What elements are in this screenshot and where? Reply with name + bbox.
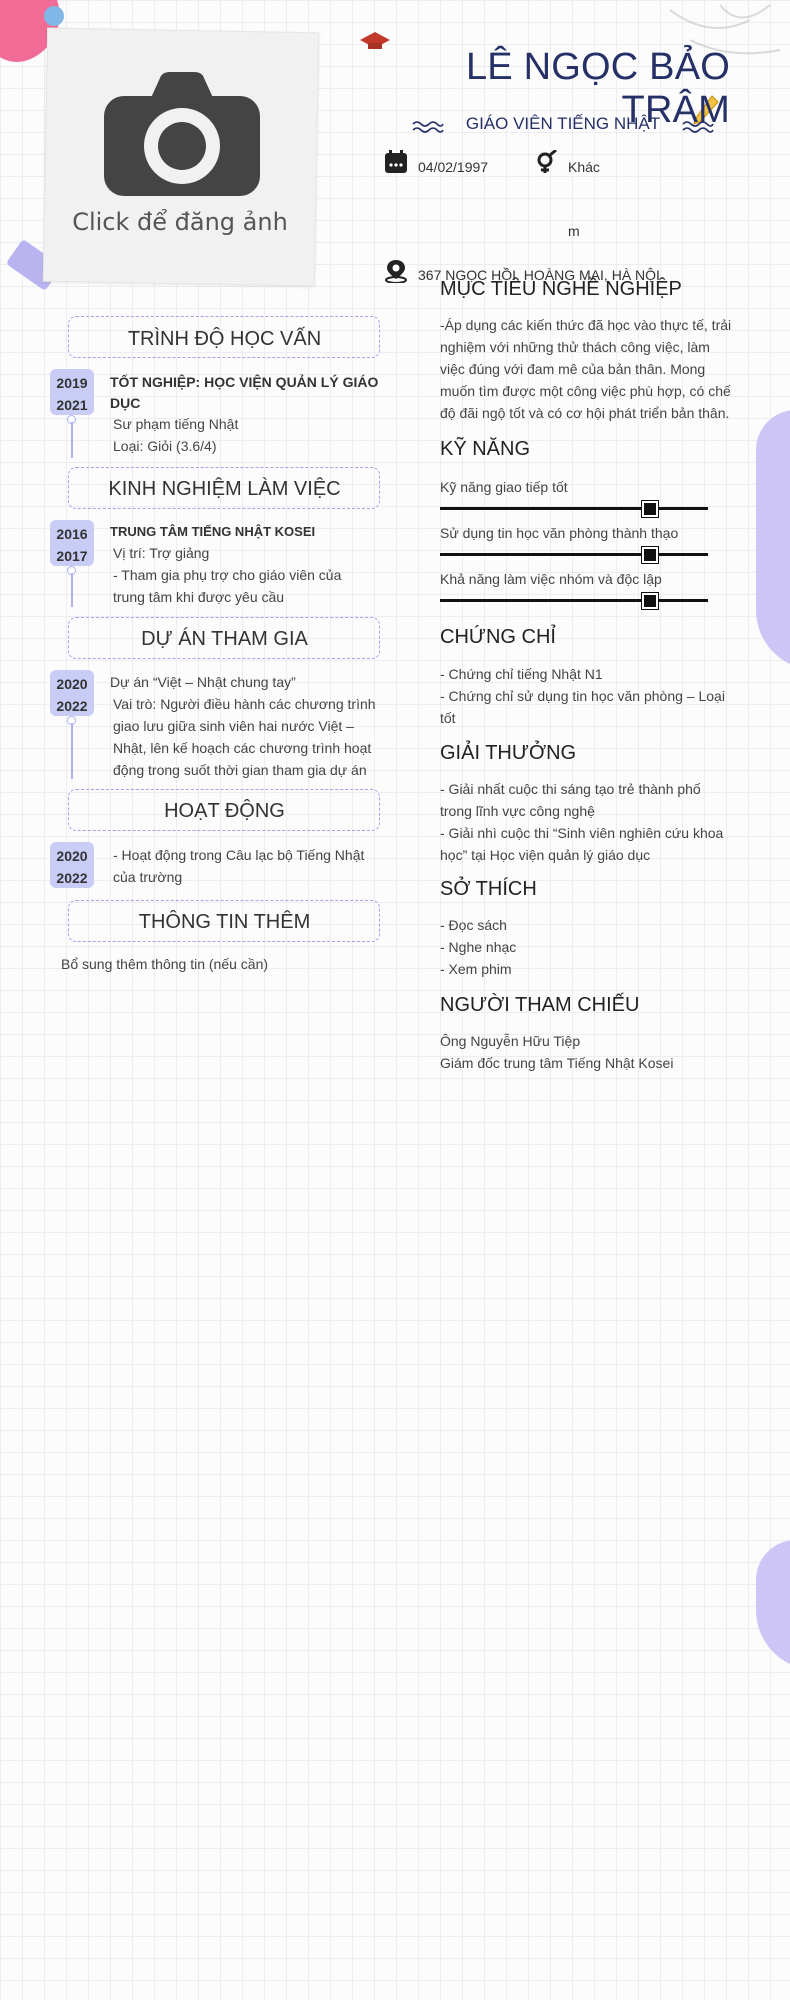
address-value: 367 NGỌC HỒI, HOÀNG MAI, HÀ NỘI	[418, 267, 660, 283]
skill-knob[interactable]	[642, 501, 658, 517]
education-end-year: 2021	[56, 397, 88, 413]
timeline-line	[71, 723, 73, 779]
wave-icon	[412, 120, 444, 134]
birthday-value: 04/02/1997	[418, 159, 489, 175]
projects-entry-title: Dự án “Việt – Nhật chung tay”	[110, 674, 296, 690]
objective-line: muốn tìm được một công việc phù hợp, có chế	[440, 383, 731, 399]
experience-title: KINH NGHIỆM LÀM VIỆC	[108, 478, 341, 500]
skill-label: Khả năng làm việc nhóm và độc lập	[440, 571, 662, 587]
timeline-line	[71, 573, 73, 607]
calendar-icon	[384, 150, 408, 174]
skill-knob[interactable]	[642, 547, 658, 563]
gender-value: Khác	[568, 159, 600, 175]
projects-end-year: 2022	[56, 698, 88, 714]
skill-label: Sử dụng tin học văn phòng thành thạo	[440, 525, 679, 541]
job-title-row	[412, 114, 714, 140]
projects-start-year: 2020	[56, 676, 88, 692]
lavender-blob-decoration	[756, 1540, 790, 1670]
reference-line: Giám đốc trung tâm Tiếng Nhật Kosei	[440, 1055, 674, 1071]
upload-photo-label[interactable]: Click để đăng ảnh	[72, 208, 288, 236]
education-entry-title-cont: DỤC	[110, 395, 141, 411]
job-title: GIÁO VIÊN TIẾNG NHẬT	[465, 114, 661, 133]
award-line: - Giải nhất cuộc thi sáng tạo trẻ thành phố	[440, 781, 701, 797]
references-title: NGƯỜI THAM CHIẾU	[440, 994, 640, 1016]
education-line: Loại: Giỏi (3.6/4)	[113, 438, 217, 454]
awards-title: GIẢI THƯỞNG	[440, 742, 577, 764]
activities-line: - Hoạt động trong Câu lạc bộ Tiếng Nhật	[113, 847, 365, 863]
experience-start-year: 2016	[56, 526, 88, 542]
experience-end-year: 2017	[56, 548, 88, 564]
more-info-text: Bổ sung thêm thông tin (nếu cần)	[61, 956, 269, 972]
objective-line: độ đãi ngộ tốt và có cơ hội phát triển bản thân.	[440, 405, 730, 421]
award-line: trong lĩnh vực công nghệ	[440, 803, 595, 819]
timeline-line	[71, 422, 73, 458]
activities-line: của trường	[113, 869, 183, 885]
projects-line: động trong suốt thời gian tham gia dự án	[113, 762, 367, 778]
experience-line: - Tham gia phụ trợ cho giáo viên của	[113, 567, 342, 583]
hobby-line: - Xem phim	[440, 961, 512, 977]
wave-icon	[682, 120, 714, 134]
hobby-line: - Nghe nhạc	[440, 939, 517, 955]
objective-line: nghiệm với những thử thách công việc, làm	[440, 339, 710, 355]
objective-title: MỤC TIÊU NGHỀ NGHIỆP	[440, 278, 682, 300]
objective-line: -Áp dụng các kiến thức đã học vào thực tế, trải	[440, 317, 732, 333]
lavender-blob-decoration	[756, 410, 790, 670]
certificates-title: CHỨNG CHỈ	[440, 626, 556, 648]
experience-entry-title: TRUNG TÂM TIẾNG NHẬT KOSEI	[110, 524, 316, 539]
gender-icon	[534, 150, 558, 174]
skill-bar	[440, 507, 708, 510]
experience-line: trung tâm khi được yêu cầu	[113, 589, 285, 605]
activities-start-year: 2020	[56, 848, 88, 864]
education-title: TRÌNH ĐỘ HỌC VẤN	[127, 328, 322, 350]
education-entry-title: TỐT NGHIỆP: HỌC VIỆN QUẢN LÝ GIÁO	[110, 374, 379, 390]
stray-text: m	[568, 223, 580, 239]
camera-icon	[102, 70, 262, 200]
candidate-name: LÊ NGỌC BẢO TRÂM	[465, 46, 730, 131]
certificate-line: - Chứng chỉ tiếng Nhật N1	[440, 666, 603, 682]
hobbies-title: SỞ THÍCH	[440, 878, 537, 900]
reference-line: Ông Nguyễn Hữu Tiệp	[440, 1033, 581, 1049]
more-info-title: THÔNG TIN THÊM	[138, 911, 311, 933]
skill-bar	[440, 553, 708, 556]
activities-title: HOẠT ĐỘNG	[164, 800, 285, 822]
skill-bar	[440, 599, 708, 602]
activities-end-year: 2022	[56, 870, 88, 886]
certificate-line: tốt	[440, 710, 456, 726]
experience-line: Vị trí: Trợ giảng	[113, 545, 210, 561]
certificate-line: - Chứng chỉ sử dụng tin học văn phòng – Loại	[440, 688, 725, 704]
pin-icon	[44, 6, 64, 26]
hobby-line: - Đọc sách	[440, 917, 507, 933]
projects-line: Vai trò: Người điều hành các chương trình	[113, 696, 376, 712]
education-start-year: 2019	[56, 375, 88, 391]
objective-line: việc đúng với đam mê của bản thân. Mong	[440, 361, 706, 377]
skill-knob[interactable]	[642, 593, 658, 609]
award-line: học” tại Học viện quản lý giáo dục	[440, 847, 651, 863]
projects-line: Nhật, lên kế hoạch các chương trình hoạt	[113, 740, 372, 756]
location-icon	[384, 259, 408, 283]
projects-title: DỰ ÁN THAM GIA	[141, 628, 308, 650]
education-line: Sư phạm tiếng Nhật	[113, 416, 239, 432]
projects-line: giao lưu giữa sinh viên hai nước Việt –	[113, 718, 354, 734]
skills-title: KỸ NĂNG	[440, 438, 531, 460]
skill-label: Kỹ năng giao tiếp tốt	[440, 479, 568, 495]
award-line: - Giải nhì cuộc thi “Sinh viên nghiên cứu khoa	[440, 825, 724, 841]
